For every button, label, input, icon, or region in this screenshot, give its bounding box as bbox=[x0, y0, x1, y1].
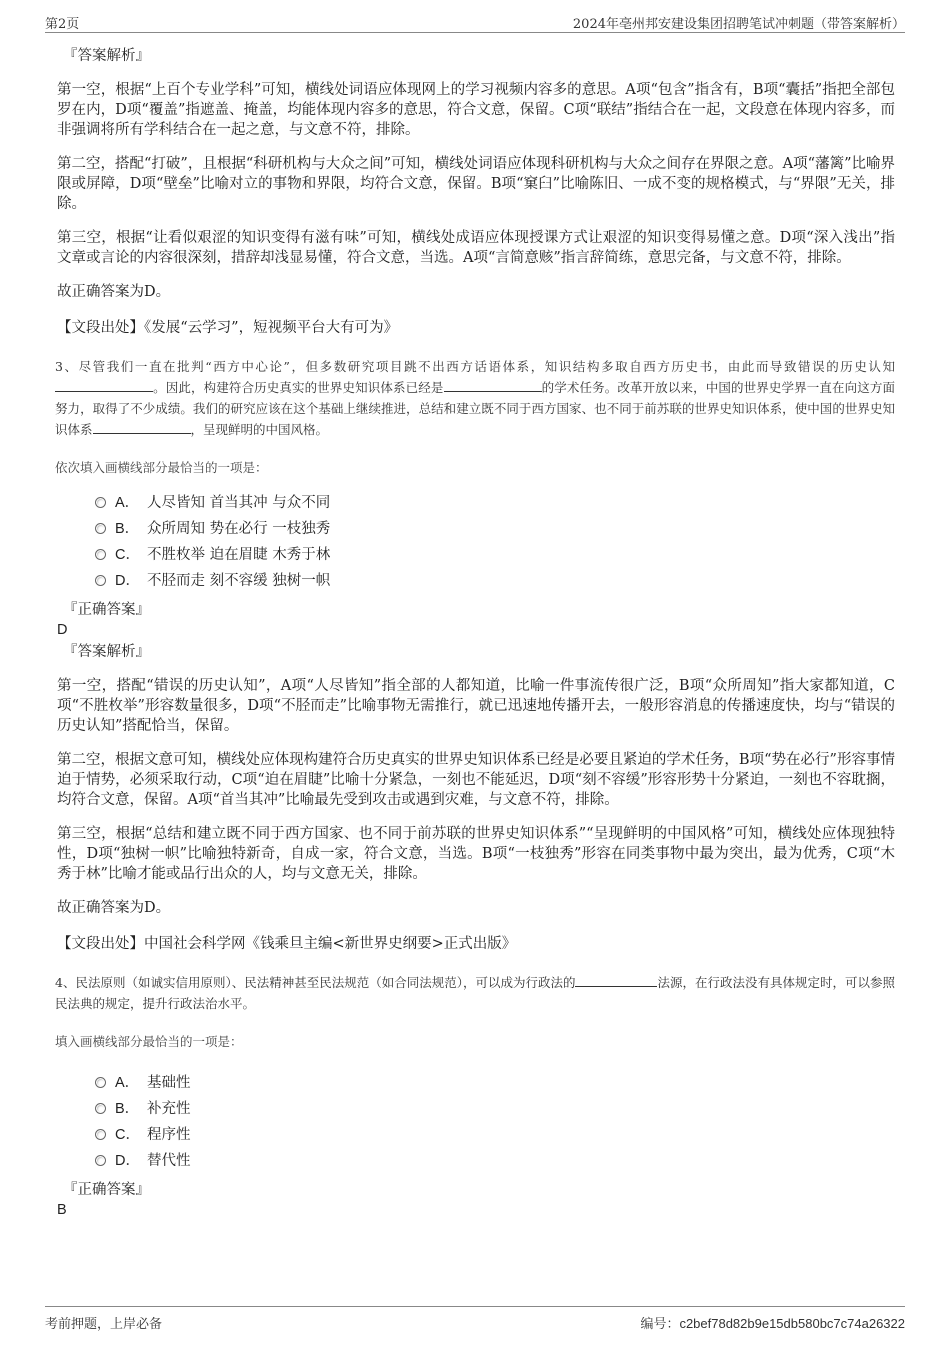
q2-analysis-paragraph-1: 第一空，根据“上百个专业学科”可知，横线处词语应体现网上的学习视频内容多的意思。A项“包含”指含有，B项“囊括”指把全部包罗在内，D项“覆盖”指遮盖、掩盖，均能体现内容多的意思，符合文意，保留。C项“联结”指结合在一起，文段意在体现内容多，而非强调将所有学科结合在一起之意，与文意不符，排除。 bbox=[57, 82, 895, 138]
page-header bbox=[45, 10, 905, 33]
q3-option-d[interactable]: D． 不胫而走 刻不容缓 独树一帜 bbox=[95, 568, 895, 594]
q3-conclusion: 故正确答案为D。 bbox=[57, 900, 171, 916]
q4-stem-part-b: 法源，在行政法没有具体规定时，可以参照民法典的规定，提升行政法治水平。 bbox=[55, 975, 895, 1011]
page-number: 第2页 bbox=[45, 17, 80, 32]
document-title: 2024年亳州邦安建设集团招聘笔试冲刺题（带答案解析） bbox=[572, 17, 905, 32]
q3-analysis-label: 『答案解析』 bbox=[63, 644, 150, 660]
q4-correct-label: 『正确答案』 bbox=[63, 1182, 150, 1198]
q2-analysis-paragraph-2: 第二空，搭配“打破”，且根据“科研机构与大众之间”可知，横线处词语应体现科研机构与大众之间存在界限之意。A项“藩篱”比喻界限或屏障，D项“壁垒”比喻对立的事物和界限，均符合文意，保留。B项“窠臼”比喻陈旧、一成不变的规格模式，与“界限”无关，排除。 bbox=[57, 156, 895, 212]
radio-icon[interactable] bbox=[95, 549, 106, 560]
q2-analysis-label: 『答案解析』 bbox=[63, 48, 150, 64]
radio-icon[interactable] bbox=[95, 523, 106, 534]
q4-blank-1 bbox=[575, 972, 657, 987]
q3-instruction: 依次填入画横线部分最恰当的一项是： bbox=[55, 460, 268, 475]
q3-option-c[interactable]: C． 不胜枚举 迫在眉睫 木秀于林 bbox=[95, 542, 895, 568]
q4-correct-answer: B bbox=[57, 1202, 67, 1218]
radio-icon[interactable] bbox=[95, 1155, 106, 1166]
q3-correct-label: 『正确答案』 bbox=[63, 602, 150, 618]
footer-slogan: 考前押题，上岸必备 bbox=[45, 1317, 163, 1332]
q3-analysis-paragraph-1: 第一空，搭配“错误的历史认知”，A项“人尽皆知”指全部的人都知道，比喻一件事流传很广泛，B项“众所周知”指大家都知道，C项“不胜枚举”形容数量很多，D项“不胫而走”比喻事物无需推行，就已迅速地传播开去，一般形容消息的传播速度快，均与“错误的历史认知”搭配恰当，保留。 bbox=[57, 678, 895, 734]
q3-blank-1 bbox=[55, 377, 153, 392]
radio-icon[interactable] bbox=[95, 1129, 106, 1140]
q3-stem-part-c: 的学术任务。改革开放以来，中国的世界史学界一直在向这方面努力，取得了不少成绩。我们的研究应该在这个基础上继续推进，总结和建立既不同于西方国家、也不同于前苏联的世界史知识体系，使中国的世界史知识体系 bbox=[55, 380, 895, 437]
q4-option-b[interactable]: B． 补充性 bbox=[95, 1096, 895, 1122]
radio-icon[interactable] bbox=[95, 575, 106, 586]
q3-options bbox=[95, 490, 895, 594]
q3-stem bbox=[55, 356, 895, 440]
radio-icon[interactable] bbox=[95, 497, 106, 508]
q3-stem-part-d: ，呈现鲜明的中国风格。 bbox=[190, 422, 329, 437]
q3-option-b[interactable]: B． 众所周知 势在必行 一枝独秀 bbox=[95, 516, 895, 542]
q3-source: 【文段出处】中国社会科学网《钱乘旦主编<新世界史纲要>正式出版》 bbox=[57, 936, 517, 952]
q4-stem-part-a: 4、民法原则（如诚实信用原则）、民法精神甚至民法规范（如合同法规范），可以成为行政法的 bbox=[55, 975, 576, 990]
page-footer bbox=[45, 1306, 905, 1333]
q2-source: 【文段出处】《发展“云学习”，短视频平台大有可为》 bbox=[57, 320, 399, 336]
q4-instruction: 填入画横线部分最恰当的一项是： bbox=[55, 1034, 243, 1049]
q4-stem bbox=[55, 972, 895, 1014]
q4-option-d[interactable]: D． 替代性 bbox=[95, 1148, 895, 1174]
page-content bbox=[57, 42, 895, 1220]
q3-analysis-paragraph-3: 第三空，根据“总结和建立既不同于西方国家、也不同于前苏联的世界史知识体系”“呈现鲜明的中国风格”可知，横线处应体现独特性，D项“独树一帜”比喻独特新奇，自成一家，符合文意，当选。B项“一枝独秀”形容在同类事物中最为突出，最为优秀，C项“木秀于林”比喻才能或品行出众的人，均与文意无关，排除。 bbox=[57, 826, 895, 882]
document-code: 编号：c2bef78d82b9e15db580bc7c74a26322 bbox=[640, 1316, 905, 1331]
q2-analysis-paragraph-3: 第三空，根据“让看似艰涩的知识变得有滋有味”可知，横线处成语应体现授课方式让艰涩的知识变得易懂之意。D项“深入浅出”指文章或言论的内容很深刻，措辞却浅显易懂，符合文意，当选。A项“言简意赅”指言辞简练，意思完备，与文意不符，排除。 bbox=[57, 230, 895, 266]
q3-analysis-paragraph-2: 第二空，根据文意可知，横线处应体现构建符合历史真实的世界史知识体系已经是必要且紧迫的学术任务，B项“势在必行”形容事情迫于情势，必须采取行动，C项“迫在眉睫”比喻十分紧急，一刻也不能延迟，D项“刻不容缓”形容形势十分紧迫，一刻也不容耽搁，均符合文意，保留。A项“首当其冲”比喻最先受到攻击或遇到灾难，与文意不符，排除。 bbox=[57, 752, 895, 808]
q4-option-c[interactable]: C． 程序性 bbox=[95, 1122, 895, 1148]
q2-conclusion: 故正确答案为D。 bbox=[57, 284, 171, 300]
q3-correct-answer: D bbox=[57, 622, 68, 638]
radio-icon[interactable] bbox=[95, 1103, 106, 1114]
radio-icon[interactable] bbox=[95, 1077, 106, 1088]
q3-stem-part-b: 。因此，构建符合历史真实的世界史知识体系已经是 bbox=[153, 380, 444, 395]
q4-options bbox=[95, 1070, 895, 1174]
q3-blank-2 bbox=[444, 377, 542, 392]
q3-stem-part-a: 3、尽管我们一直在批判“西方中心论”，但多数研究项目跳不出西方话语体系，知识结构多取自西方历史书，由此而导致错误的历史认知 bbox=[55, 359, 895, 374]
q3-blank-3 bbox=[93, 419, 191, 434]
q4-option-a[interactable]: A． 基础性 bbox=[95, 1070, 895, 1096]
q3-option-a[interactable]: A． 人尽皆知 首当其冲 与众不同 bbox=[95, 490, 895, 516]
